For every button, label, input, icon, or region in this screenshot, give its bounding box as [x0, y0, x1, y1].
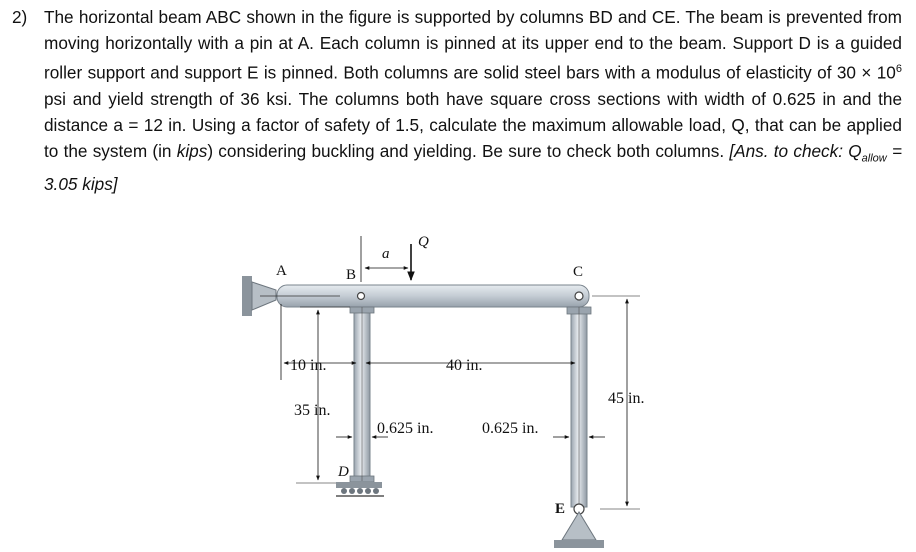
- label-10in: 10 in.: [290, 357, 327, 374]
- support-D: [336, 482, 384, 496]
- label-40in: 40 in.: [446, 357, 483, 374]
- label-B: B: [346, 267, 357, 283]
- label-C: C: [573, 264, 584, 280]
- pin-B: [358, 293, 365, 300]
- label-CE-width: 0.625 in.: [482, 420, 539, 437]
- label-D: D: [338, 464, 349, 480]
- label-A: A: [276, 263, 287, 279]
- column-BD: [350, 307, 374, 482]
- problem-number: 2): [12, 7, 28, 27]
- label-35in: 35 in.: [294, 402, 331, 419]
- label-a: a: [382, 246, 390, 262]
- answer-check: [Ans. to check: $Q_{allow} = 3.05$ kips]: [44, 140, 902, 195]
- pin-C: [575, 292, 583, 300]
- label-45in: 45 in.: [608, 390, 645, 407]
- label-E: E: [555, 501, 566, 517]
- label-Q: Q: [418, 234, 429, 250]
- column-CE: [567, 307, 591, 507]
- problem-text: The horizontal beam ABC shown in the figure is supported by columns BD and CE. The beam is prevented from moving horizontally with a pin at A. Each column is pinned at its upper end to the beam. Support D is a guided roller support and support E is pinned. Both columns are solid steel bars with a modulus of elasticity of $30 \times 10^6$ psi and yield strength of 36 ksi. The columns both have square cross sections with width of 0.625 in and the distance a = 12 in. Using a factor of safety of 1.5, calculate the maximum allowable load, Q, that can be applied to the system (in kips) considering buckling and yielding. Be sure to check both columns. [Ans. to check: $Q_{allow} = 3.05$ kips]: [44, 7, 902, 195]
- label-BD-width: 0.625 in.: [377, 420, 434, 437]
